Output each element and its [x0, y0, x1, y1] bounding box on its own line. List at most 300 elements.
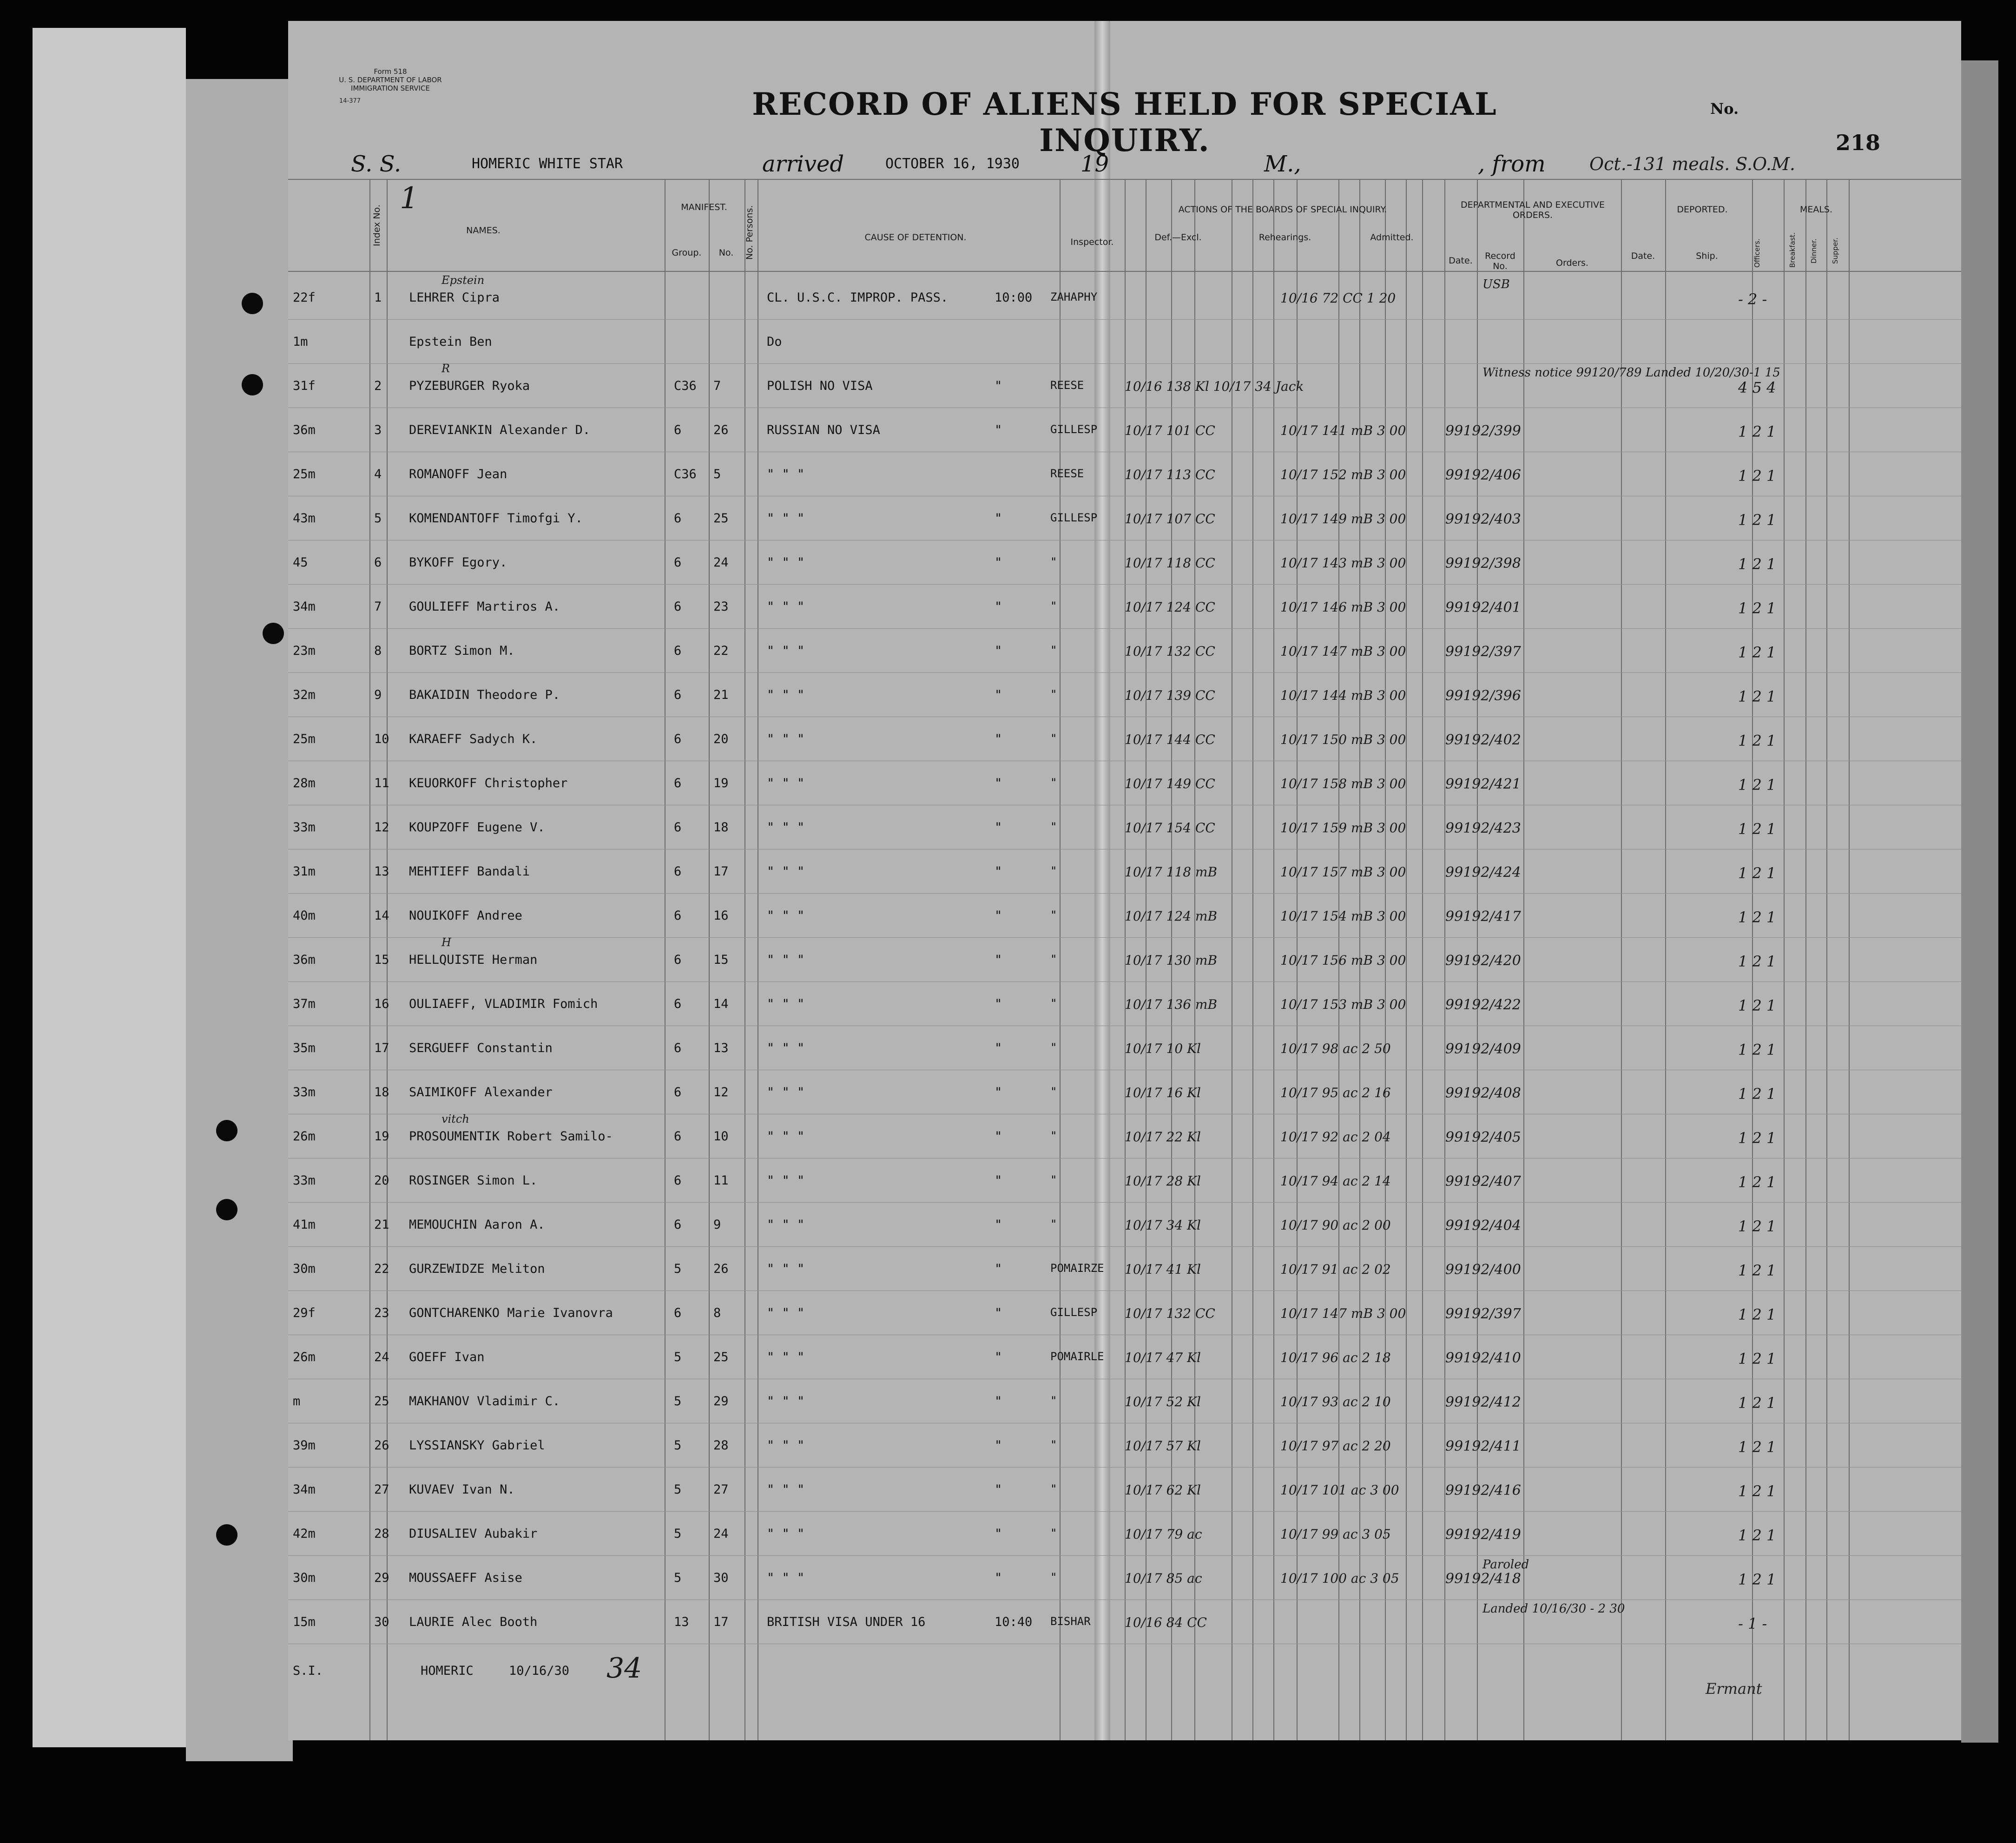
row-cause: " " "	[767, 1218, 805, 1232]
row-rec: 99192/421	[1445, 776, 1521, 792]
row-age: 37m	[293, 997, 316, 1011]
column-rule	[1805, 179, 1806, 1740]
row-grp: 6	[674, 555, 682, 570]
row-time: 10:00	[995, 290, 1033, 305]
row-idx: 20	[374, 1173, 389, 1188]
row-grp: C36	[674, 467, 697, 481]
row-time: "	[995, 1173, 1002, 1188]
row-age: 23m	[293, 644, 316, 658]
row-rec: 99192/400	[1445, 1262, 1521, 1278]
row-cause: " " "	[767, 776, 805, 790]
row-grp: C36	[674, 379, 697, 393]
column-rule	[1826, 179, 1827, 1740]
row-insp: "	[1050, 953, 1057, 966]
row-insp: REESE	[1050, 467, 1084, 480]
row-time: "	[995, 1527, 1002, 1541]
row-idx: 23	[374, 1306, 389, 1320]
row-def: 10/17 124 CC	[1125, 599, 1215, 615]
row-grp: 6	[674, 908, 682, 923]
row-mno: 11	[713, 1173, 729, 1188]
row-adm: 10/17 90 ac 2 00	[1280, 1218, 1391, 1233]
row-adm: 10/17 99 ac 3 05	[1280, 1527, 1391, 1542]
row-def: 10/17 132 CC	[1125, 644, 1215, 659]
col-no-persons: No. Persons.	[744, 205, 755, 260]
row-meals: 1 2 1	[1738, 1129, 1776, 1147]
row-adm: 10/17 100 ac 3 05	[1280, 1571, 1399, 1586]
row-def: 10/17 113 CC	[1125, 467, 1215, 482]
from-note: Oct.-131 meals. S.O.M.	[1589, 154, 1795, 174]
row-rule	[288, 893, 1961, 894]
row-def: 10/17 10 Kl	[1125, 1041, 1201, 1056]
col-rehearings: Rehearings.	[1258, 232, 1311, 243]
row-orders: Landed 10/16/30 - 2 30	[1482, 1602, 1625, 1616]
row-age: 35m	[293, 1041, 316, 1055]
row-time: "	[995, 1482, 1002, 1497]
row-def: 10/17 62 Kl	[1125, 1482, 1201, 1498]
row-def: 10/17 22 Kl	[1125, 1129, 1201, 1145]
row-insp: GILLESP	[1050, 423, 1098, 436]
row-name: KOUPZOFF Eugene V.	[409, 820, 545, 835]
from-label: , from	[1478, 151, 1546, 177]
row-age: 32m	[293, 688, 316, 702]
column-rule	[1273, 179, 1274, 1740]
row-mno: 18	[713, 820, 729, 835]
col-deported-ship: Ship.	[1696, 251, 1718, 261]
row-idx: 8	[374, 644, 382, 658]
row-name: GOEFF Ivan	[409, 1350, 485, 1364]
row-time: "	[995, 776, 1002, 790]
row-adm: 10/17 156 mB 3 00	[1280, 953, 1406, 968]
row-age: 40m	[293, 908, 316, 923]
row-rule	[288, 319, 1961, 320]
column-rule	[1523, 179, 1524, 1740]
row-adm: 10/17 158 mB 3 00	[1280, 776, 1406, 791]
department-name: U. S. DEPARTMENT OF LABOR	[339, 76, 442, 84]
voyage-line	[288, 151, 1961, 177]
binder-hole	[216, 1120, 237, 1141]
column-rule	[1784, 179, 1785, 1740]
row-name: DIUSALIEV Aubakir	[409, 1527, 538, 1541]
row-grp: 13	[674, 1615, 689, 1629]
row-rec: 99192/399	[1445, 423, 1521, 439]
row-idx: 15	[374, 953, 389, 967]
row-cause: " " "	[767, 1527, 805, 1541]
col-order-date: Date.	[1449, 256, 1473, 266]
row-name: GURZEWIDZE Meliton	[409, 1262, 545, 1276]
footer-si: S.I.	[293, 1664, 323, 1678]
row-name: SAIMIKOFF Alexander	[409, 1085, 553, 1099]
row-def: 10/17 130 mB	[1125, 953, 1218, 968]
row-insp: "	[1050, 555, 1057, 568]
row-cause: " " "	[767, 997, 805, 1011]
row-grp: 6	[674, 423, 682, 437]
row-def: 10/16 84 CC	[1125, 1615, 1207, 1630]
row-grp: 6	[674, 997, 682, 1011]
row-name: BAKAIDIN Theodore P.	[409, 688, 560, 702]
row-adm: 10/17 153 mB 3 00	[1280, 997, 1406, 1012]
row-idx: 17	[374, 1041, 389, 1055]
row-rule	[288, 584, 1961, 585]
row-meals: - 1 -	[1738, 1615, 1767, 1632]
row-insp: "	[1050, 997, 1057, 1010]
binder-hole	[242, 374, 263, 395]
row-age: 43m	[293, 511, 316, 526]
row-grp: 5	[674, 1527, 682, 1541]
row-adm: 10/17 91 ac 2 02	[1280, 1262, 1391, 1277]
row-name: DEREVIANKIN Alexander D.	[409, 423, 591, 437]
row-grp: 5	[674, 1350, 682, 1364]
row-time: "	[995, 1394, 1002, 1409]
row-idx: 13	[374, 864, 389, 879]
column-rule	[744, 179, 745, 1740]
row-mno: 12	[713, 1085, 729, 1099]
row-cause: " " "	[767, 511, 805, 526]
row-grp: 6	[674, 864, 682, 879]
row-insp: BISHAR	[1050, 1615, 1091, 1628]
row-cause: " " "	[767, 688, 805, 702]
row-time: "	[995, 820, 1002, 835]
row-def: 10/17 85 ac	[1125, 1571, 1202, 1586]
row-mno: 13	[713, 1041, 729, 1055]
row-meals: 1 2 1	[1738, 864, 1776, 882]
row-def: 10/17 41 Kl	[1125, 1262, 1201, 1277]
row-def: 10/17 107 CC	[1125, 511, 1215, 527]
row-mno: 25	[713, 511, 729, 526]
row-time: "	[995, 555, 1002, 570]
row-def: 10/17 118 CC	[1125, 555, 1215, 571]
row-rec: 99192/418	[1445, 1571, 1521, 1587]
arrival-date: OCTOBER 16, 1930	[885, 156, 1020, 172]
row-grp: 6	[674, 1129, 682, 1144]
row-insp: "	[1050, 1085, 1057, 1098]
row-adm: 10/17 93 ac 2 10	[1280, 1394, 1391, 1409]
row-age: 30m	[293, 1571, 316, 1585]
row-adm: 10/17 141 mB 3 00	[1280, 423, 1406, 438]
row-grp: 5	[674, 1482, 682, 1497]
row-rule	[288, 937, 1961, 938]
row-adm: 10/17 143 mB 3 00	[1280, 555, 1406, 571]
binder-hole	[242, 293, 263, 314]
row-meals: 1 2 1	[1738, 1041, 1776, 1059]
row-cause: " " "	[767, 908, 805, 923]
row-cause: CL. U.S.C. IMPROP. PASS.	[767, 290, 949, 305]
col-names: NAMES.	[466, 225, 501, 236]
row-def: 10/17 144 CC	[1125, 732, 1215, 747]
row-cause: " " "	[767, 1041, 805, 1055]
row-age: 34m	[293, 1482, 316, 1497]
col-deported-date: Date.	[1631, 251, 1655, 261]
row-annotation: Epstein	[441, 274, 485, 287]
row-idx: 29	[374, 1571, 389, 1585]
row-rule	[288, 1555, 1961, 1556]
row-rule	[288, 1202, 1961, 1203]
row-rec: 99192/410	[1445, 1350, 1521, 1366]
row-insp: "	[1050, 644, 1057, 657]
row-cause: " " "	[767, 1306, 805, 1320]
row-annotation: vitch	[441, 1112, 469, 1126]
row-mno: 27	[713, 1482, 729, 1497]
header-note: 1	[400, 181, 419, 216]
row-rule	[288, 1290, 1961, 1291]
row-meals: 1 2 1	[1738, 599, 1776, 617]
row-meals: 1 2 1	[1738, 1306, 1776, 1323]
row-rule	[288, 1246, 1961, 1247]
row-time: "	[995, 644, 1002, 658]
row-adm: 10/17 94 ac 2 14	[1280, 1173, 1391, 1189]
row-mno: 8	[713, 1306, 721, 1320]
row-mno: 26	[713, 423, 729, 437]
row-insp: "	[1050, 864, 1057, 877]
row-meals: 1 2 1	[1738, 1085, 1776, 1103]
column-rule	[1621, 179, 1622, 1740]
row-insp: "	[1050, 1527, 1057, 1540]
row-def: 10/17 16 Kl	[1125, 1085, 1201, 1100]
row-annotation: R	[441, 362, 450, 375]
row-idx: 7	[374, 599, 382, 614]
ss-label: S. S.	[351, 151, 402, 177]
row-rec: 99192/397	[1445, 644, 1521, 660]
row-grp: 5	[674, 1262, 682, 1276]
row-age: 25m	[293, 732, 316, 746]
record-no-label: No.	[1710, 100, 1739, 118]
row-rule	[288, 628, 1961, 629]
row-rule	[288, 672, 1961, 673]
row-idx: 10	[374, 732, 389, 746]
row-mno: 24	[713, 1527, 729, 1541]
row-rec: 99192/417	[1445, 908, 1521, 925]
service-name: IMMIGRATION SERVICE	[351, 84, 430, 92]
row-rec: 99192/406	[1445, 467, 1521, 483]
row-grp: 6	[674, 1041, 682, 1055]
column-rule	[1849, 179, 1850, 1740]
row-def: 10/17 118 mB	[1125, 864, 1218, 880]
row-insp: "	[1050, 820, 1057, 833]
row-insp: GILLESP	[1050, 511, 1098, 524]
row-name: LYSSIANSKY Gabriel	[409, 1438, 545, 1453]
row-cause: " " "	[767, 864, 805, 879]
row-rec: 99192/422	[1445, 997, 1521, 1013]
row-idx: 11	[374, 776, 389, 790]
col-officers: Officers.	[1753, 238, 1761, 268]
row-adm: 10/17 150 mB 3 00	[1280, 732, 1406, 747]
row-annotation: H	[441, 936, 451, 949]
row-meals: 1 2 1	[1738, 820, 1776, 838]
row-insp: "	[1050, 732, 1057, 745]
column-rule	[1252, 179, 1253, 1740]
row-age: 33m	[293, 1173, 316, 1188]
row-def: 10/17 101 CC	[1125, 423, 1215, 438]
row-name: LAURIE Alec Booth	[409, 1615, 538, 1629]
row-time: "	[995, 732, 1002, 746]
row-rec: 99192/412	[1445, 1394, 1521, 1410]
row-def: 10/17 139 CC	[1125, 688, 1215, 703]
row-insp: "	[1050, 1173, 1057, 1186]
row-mno: 29	[713, 1394, 729, 1409]
row-name: KUVAEV Ivan N.	[409, 1482, 515, 1497]
row-time: "	[995, 1438, 1002, 1453]
binder-hole	[216, 1199, 237, 1220]
row-name: BYKOFF Egory.	[409, 555, 507, 570]
row-adm: 10/17 95 ac 2 16	[1280, 1085, 1391, 1100]
row-age: 39m	[293, 1438, 316, 1453]
row-adm: 10/17 152 mB 3 00	[1280, 467, 1406, 482]
row-rec: 99192/423	[1445, 820, 1521, 836]
row-rec: 99192/398	[1445, 555, 1521, 572]
row-idx: 27	[374, 1482, 389, 1497]
row-adm: 10/17 149 mB 3 00	[1280, 511, 1406, 527]
page-fold	[1094, 21, 1110, 1740]
row-grp: 5	[674, 1394, 682, 1409]
row-idx: 3	[374, 423, 382, 437]
row-age: 34m	[293, 599, 316, 614]
row-def: 10/17 149 CC	[1125, 776, 1215, 791]
col-index-no: Index No.	[372, 204, 382, 246]
row-name: GOULIEFF Martiros A.	[409, 599, 560, 614]
row-rec: 99192/401	[1445, 599, 1521, 616]
col-dinner: Dinner.	[1810, 238, 1818, 263]
row-time: "	[995, 1571, 1002, 1585]
row-meals: 1 2 1	[1738, 908, 1776, 926]
row-rule	[288, 1511, 1961, 1512]
row-cause: " " "	[767, 555, 805, 570]
row-mno: 24	[713, 555, 729, 570]
row-cause: " " "	[767, 599, 805, 614]
row-def: 10/17 52 Kl	[1125, 1394, 1201, 1409]
row-age: 26m	[293, 1129, 316, 1144]
row-rule	[288, 1599, 1961, 1600]
row-idx: 5	[374, 511, 382, 526]
row-insp: "	[1050, 776, 1057, 789]
row-cause: " " "	[767, 1262, 805, 1276]
row-mno: 5	[713, 467, 721, 481]
row-cause: " " "	[767, 467, 805, 481]
binder-hole	[216, 1524, 237, 1546]
row-meals: 1 2 1	[1738, 1438, 1776, 1456]
row-rec: 99192/419	[1445, 1527, 1521, 1543]
row-mno: 17	[713, 864, 729, 879]
row-mno: 26	[713, 1262, 729, 1276]
row-def: 10/16 138 Kl 10/17 34 Jack	[1125, 379, 1304, 394]
record-sheet	[288, 21, 1961, 1740]
row-name: MAKHANOV Vladimir C.	[409, 1394, 560, 1409]
row-rec: 99192/396	[1445, 688, 1521, 704]
row-mno: 17	[713, 1615, 729, 1629]
row-name: NOUIKOFF Andree	[409, 908, 522, 923]
row-rec: 99192/416	[1445, 1482, 1521, 1499]
row-idx: 4	[374, 467, 382, 481]
row-adm: 10/17 97 ac 2 20	[1280, 1438, 1391, 1454]
form-number: Form 518	[374, 67, 407, 76]
row-name: ROMANOFF Jean	[409, 467, 507, 481]
row-meals: 1 2 1	[1738, 644, 1776, 661]
row-idx: 14	[374, 908, 389, 923]
row-meals: 1 2 1	[1738, 1350, 1776, 1368]
row-insp: "	[1050, 1482, 1057, 1495]
row-time: "	[995, 1218, 1002, 1232]
column-rule	[1060, 179, 1061, 1740]
row-meals: 1 2 1	[1738, 511, 1776, 529]
right-page-edge	[1961, 60, 1998, 1743]
col-cause: CAUSE OF DETENTION.	[864, 232, 967, 243]
row-idx: 26	[374, 1438, 389, 1453]
row-mno: 14	[713, 997, 729, 1011]
row-idx: 25	[374, 1394, 389, 1409]
row-name: LEHRER Cipra	[409, 290, 500, 305]
row-meals: 4 5 4	[1738, 379, 1776, 396]
row-time: "	[995, 423, 1002, 437]
row-mno: 15	[713, 953, 729, 967]
row-grp: 6	[674, 644, 682, 658]
row-idx: 21	[374, 1218, 389, 1232]
col-orders: Orders.	[1556, 258, 1588, 268]
row-age: 31f	[293, 379, 316, 393]
row-mno: 10	[713, 1129, 729, 1144]
col-record-no: Record No.	[1485, 251, 1515, 271]
row-rec: 99192/404	[1445, 1218, 1521, 1234]
row-adm: 10/17 92 ac 2 04	[1280, 1129, 1391, 1145]
row-meals: 1 2 1	[1738, 423, 1776, 441]
row-rec: 99192/397	[1445, 1306, 1521, 1322]
row-cause: " " "	[767, 1173, 805, 1188]
row-idx: 28	[374, 1527, 389, 1541]
row-idx: 16	[374, 997, 389, 1011]
row-time: "	[995, 1041, 1002, 1055]
row-insp: POMAIRZE	[1050, 1262, 1104, 1275]
column-rule	[1665, 179, 1666, 1740]
row-insp: "	[1050, 599, 1057, 612]
row-cause: " " "	[767, 1350, 805, 1364]
col-bsi-actions: ACTIONS OF THE BOARDS OF SPECIAL INQUIRY.	[1178, 204, 1387, 215]
row-meals: 1 2 1	[1738, 997, 1776, 1014]
row-age: 31m	[293, 864, 316, 879]
row-name: MOUSSAEFF Asise	[409, 1571, 522, 1585]
col-meals: MEALS.	[1799, 204, 1833, 215]
row-def: 10/17 136 mB	[1125, 997, 1218, 1012]
col-dept-orders: DEPARTMENTAL AND EXECUTIVE ORDERS.	[1461, 200, 1605, 220]
row-adm: 10/17 98 ac 2 50	[1280, 1041, 1391, 1056]
row-age: 33m	[293, 1085, 316, 1099]
row-time: "	[995, 997, 1002, 1011]
year-prefix: 19	[1080, 151, 1109, 177]
row-age: 33m	[293, 820, 316, 835]
row-name: MEMOUCHIN Aaron A.	[409, 1218, 545, 1232]
row-name: GONTCHARENKO Marie Ivanovra	[409, 1306, 613, 1320]
row-idx: 9	[374, 688, 382, 702]
ship-name: HOMERIC WHITE STAR	[472, 156, 623, 172]
row-time: "	[995, 688, 1002, 702]
row-meals: 1 2 1	[1738, 1482, 1776, 1500]
row-adm: 10/17 159 mB 3 00	[1280, 820, 1406, 836]
row-idx: 12	[374, 820, 389, 835]
row-adm: 10/17 96 ac 2 18	[1280, 1350, 1391, 1365]
row-grp: 6	[674, 732, 682, 746]
row-adm: 10/17 147 mB 3 00	[1280, 1306, 1406, 1321]
row-rule	[288, 1467, 1961, 1468]
footer-count: 34	[606, 1652, 642, 1685]
row-grp: 6	[674, 599, 682, 614]
row-mno: 20	[713, 732, 729, 746]
row-name: KEUORKOFF Christopher	[409, 776, 568, 790]
row-rec: 99192/407	[1445, 1173, 1521, 1190]
row-name: Epstein Ben	[409, 335, 492, 349]
row-adm: 10/17 154 mB 3 00	[1280, 908, 1406, 924]
row-time: "	[995, 953, 1002, 967]
column-rule	[709, 179, 710, 1740]
row-adm: 10/17 144 mB 3 00	[1280, 688, 1406, 703]
row-def: 10/17 57 Kl	[1125, 1438, 1201, 1454]
row-grp: 6	[674, 776, 682, 790]
row-cause: " " "	[767, 1482, 805, 1497]
